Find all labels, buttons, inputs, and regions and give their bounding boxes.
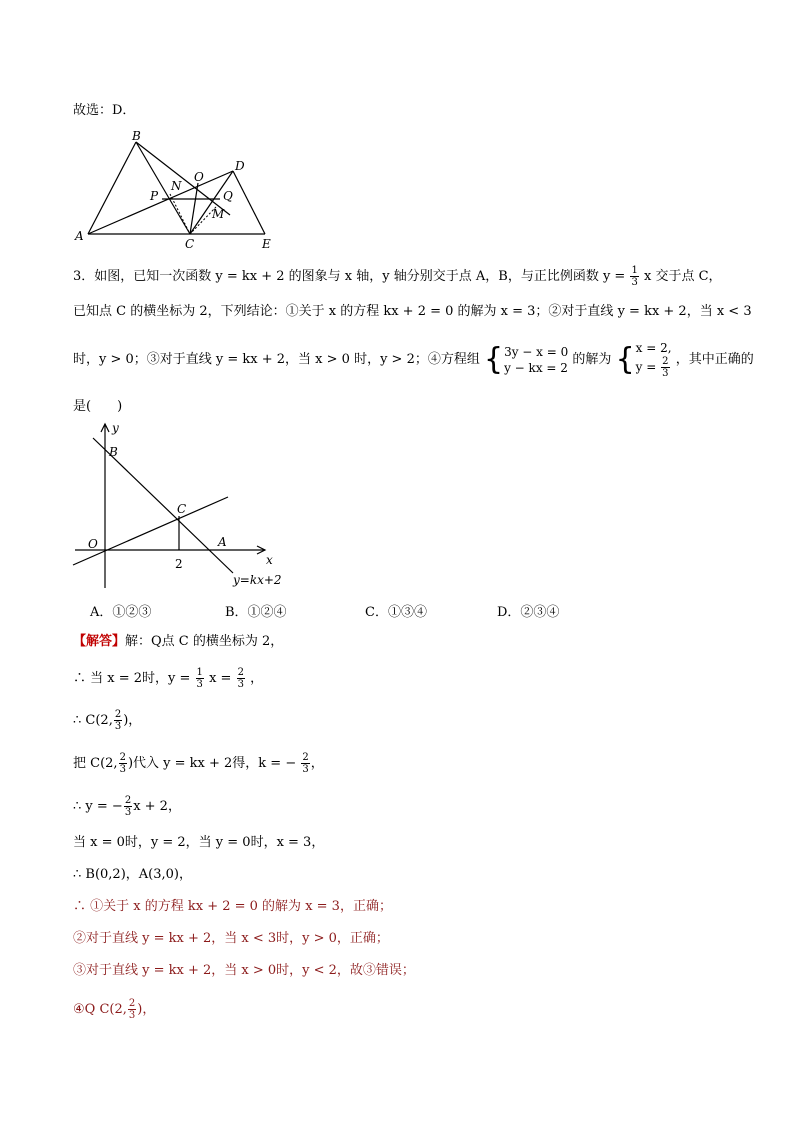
label-eq: y=kx+2 [233,573,282,587]
label-p: P [150,189,159,203]
label-q: Q [223,189,233,203]
solution-line-6: 当 x = 0时，y = 2，当 y = 0时，x = 3， [73,835,325,850]
question-line-2: 已知点 C 的横坐标为 2，下列结论：①关于 x 的方程 kx + 2 = 0 的解为 x = 3；②对于直线 y = kx + 2，当 x < 3 [73,304,752,319]
label-o: O [194,170,204,184]
option-d[interactable]: D．②③④ [497,605,560,620]
label-b2: B [109,445,118,459]
solution-line-1: 【解答】解：Q点 C 的横坐标为 2， [73,634,284,649]
solution-line-10: ③对于直线 y = kx + 2，当 x > 0时，y < 2，故③错误； [73,963,415,978]
label-n: N [171,179,182,193]
label-m: M [212,207,225,221]
question-line-1: 3．如图，已知一次函数 y = kx + 2 的图象与 x 轴，y 轴分别交于点 A，B，与正比例函数 y = $\frac{1}{3}$ x 交于点 C， [73,265,722,288]
solution-line-9: ②对于直线 y = kx + 2，当 x < 3时，y > 0，正确； [73,931,389,946]
segment-ab [88,142,136,234]
label-o2: O [88,537,98,551]
line-proportional [73,497,228,565]
option-b[interactable]: B．①②④ [225,605,287,620]
label-c2: C [177,502,187,516]
solution-line-4: 把 C(2, $\frac{2}{3}$ )代入 y = kx + 2得，k = − $\frac{2}{3}$ ， [73,752,324,775]
solution-system: { x = 2, y = $\frac{2}{3}$ [615,341,672,379]
equation-system: { 3y − x = 0 y − kx = 2 [483,341,569,377]
geometry-figure-1 [70,128,290,253]
solution-line-7: ∴ B(0,2)，A(3,0)， [73,867,192,882]
graph-figure-2 [65,418,285,593]
answer-line: 故选：D． [73,103,136,118]
solution-line-3: ∴ C(2, $\frac{2}{3}$ )， [73,709,142,732]
question-line-4: 是( ) [73,399,123,414]
question-line-3: 时，y > 0；③对于直线 y = kx + 2，当 x > 0 时，y > 2；④方程组 { 3y − x = 0 y − kx = 2 的解为 { x = 2, y = $\frac{2}{3}$ ，其中正确的 [73,341,754,379]
solution-line-11: ④Q C(2, $\frac{2}{3}$ )， [73,998,156,1021]
solution-line-5: ∴ y = − $\frac{2}{3}$ x + 2， [73,795,181,818]
label-e: E [262,237,271,251]
solution-line-2: ∴ 当 x = 2时，y = $\frac{1}{3}$ x = $\frac{2}{3}$ ， [73,667,264,690]
segment-bc [136,142,190,234]
solution-tag: 【解答】 [73,634,126,649]
solution-line-8: ∴ ①关于 x 的方程 kx + 2 = 0 的解为 x = 3，正确； [73,899,392,914]
label-a2: A [218,535,227,549]
label-two: 2 [175,557,183,571]
segment-oc [190,183,198,234]
option-c[interactable]: C．①③④ [365,605,427,620]
label-y: y [112,421,119,435]
label-a: A [75,229,84,243]
label-b: B [132,129,141,143]
label-c: C [185,237,195,251]
segment-de [233,171,265,234]
label-d: D [235,159,245,173]
option-a[interactable]: A．①②③ [90,605,152,620]
label-x: x [266,553,273,567]
